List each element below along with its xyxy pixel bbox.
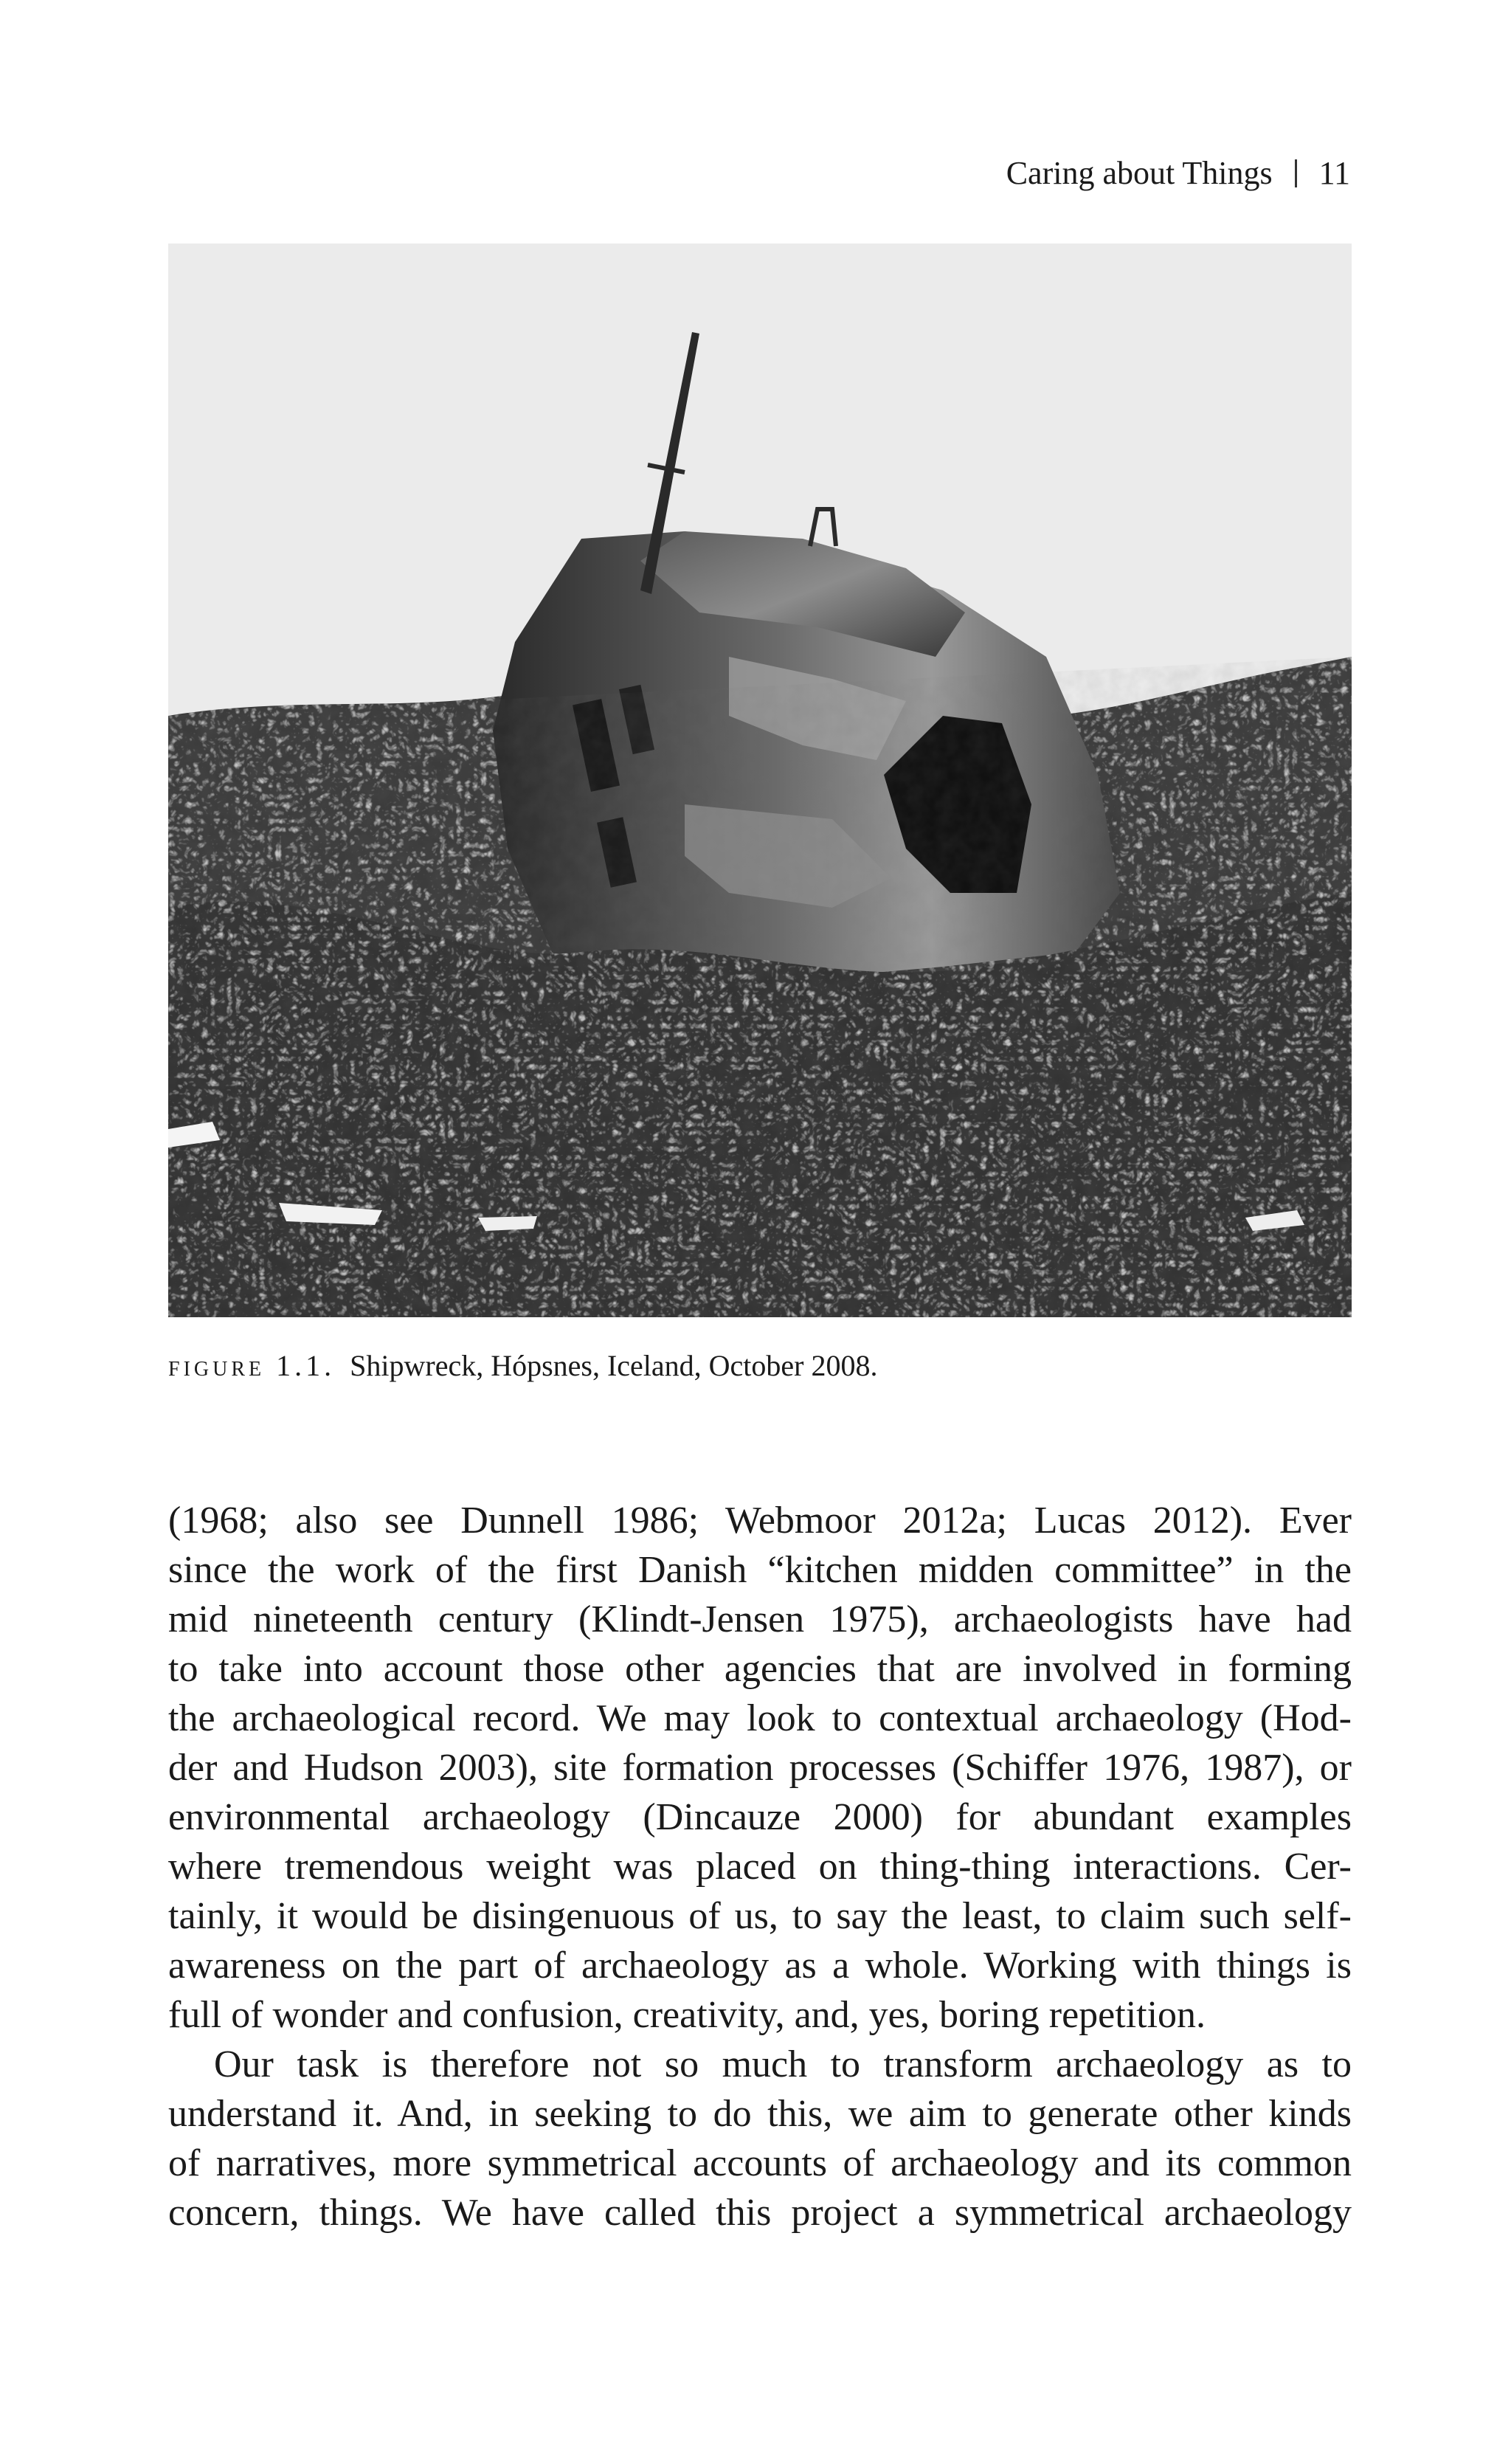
text-line: environmental archaeology (Dincauze 2000) for abundant examples: [168, 1796, 1352, 1838]
header-separator: [1295, 159, 1297, 187]
text-line: the archaeological record. We may look to contextual archaeology (Hod-: [168, 1697, 1352, 1739]
text-line: full of wonder and confusion, creativity, and, yes, boring repetition.: [168, 1994, 1206, 2036]
text-line: awareness on the part of archaeology as a whole. Working with things is: [168, 1944, 1352, 1987]
figure-photo: [168, 244, 1352, 1317]
running-head: [1006, 151, 1350, 196]
text-line: of narratives, more symmetrical accounts of archaeology and its common: [168, 2142, 1352, 2184]
text-line: understand it. And, in seeking to do this, we aim to generate other kinds: [168, 2093, 1352, 2135]
figure-caption-text: Shipwreck, Hópsnes, Iceland, October 2008.: [350, 1349, 878, 1382]
text-line: concern, things. We have called this project a symmetrical archaeology: [168, 2192, 1352, 2234]
shipwreck-photo: [168, 244, 1352, 1317]
text-line: since the work of the first Danish “kitchen midden committee” in the: [168, 1549, 1352, 1591]
text-line: mid nineteenth century (Klindt-Jensen 1975), archaeologists have had: [168, 1598, 1352, 1640]
text-line: (1968; also see Dunnell 1986; Webmoor 2012a; Lucas 2012). Ever: [168, 1500, 1352, 1542]
running-title: Caring about Things: [1006, 155, 1273, 191]
page-number: 11: [1318, 155, 1350, 191]
figure-label: figure 1.1.: [168, 1349, 336, 1382]
body-text: [168, 1496, 1352, 2237]
paragraph: [168, 1496, 1352, 2040]
text-line: der and Hudson 2003), site formation processes (Schiffer 1976, 1987), or: [168, 1747, 1352, 1789]
text-line: tainly, it would be disingenuous of us, to say the least, to claim such self-: [168, 1895, 1352, 1937]
text-line: Our task is therefore not so much to transform archaeology as to: [214, 2043, 1352, 2085]
paragraph: [168, 2040, 1352, 2237]
figure-caption: [168, 1345, 878, 1387]
text-line: where tremendous weight was placed on thing-thing interactions. Cer-: [168, 1846, 1352, 1888]
text-line: to take into account those other agencies that are involved in forming: [168, 1648, 1352, 1690]
